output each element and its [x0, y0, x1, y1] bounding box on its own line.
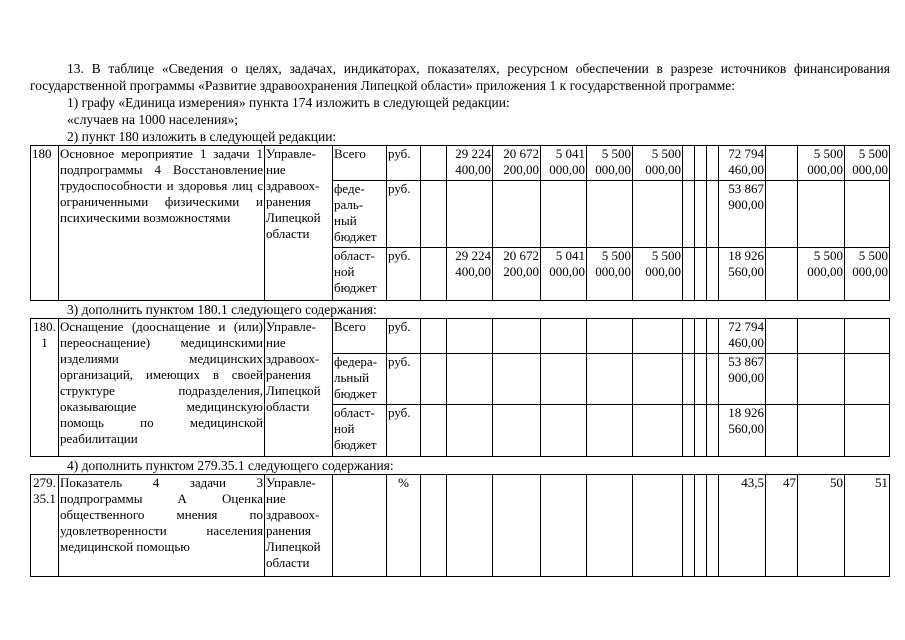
value-cell: 5 500 000,00 [798, 146, 845, 181]
measure-name: Основное мероприятие 1 задачи 1 подпрограммы 4 Восстановление трудоспособности и здоровья лиц с ограниченными физическими и психическими возможностями [59, 146, 265, 301]
value-cell: 20 672 200,00 [493, 146, 541, 181]
value-cell: 5 500 000,00 [587, 248, 633, 301]
source-regional: област-ной бюджет [333, 405, 387, 457]
row-number: 180. 1 [31, 319, 59, 457]
unit: руб. [387, 146, 421, 181]
unit: руб. [387, 319, 421, 354]
unit: % [387, 475, 421, 577]
value-cell: 29 224 400,00 [447, 146, 493, 181]
value-cell: 5 500 000,00 [587, 146, 633, 181]
value-cell: 5 500 000,00 [633, 146, 683, 181]
value-cell: 5 041 000,00 [541, 146, 587, 181]
table-row-279-35-1 [30, 474, 890, 577]
document-page [30, 60, 890, 577]
value-cell: 20 672 200,00 [493, 248, 541, 301]
value-cell: 18 926 560,00 [719, 405, 766, 457]
value-cell: 72 794 460,00 [719, 319, 766, 354]
unit: руб. [387, 405, 421, 457]
value-cell: 5 041 000,00 [541, 248, 587, 301]
item-3: 3) дополнить пунктом 180.1 следующего содержания: [67, 302, 377, 317]
unit: руб. [387, 181, 421, 248]
source-total: Всего [333, 319, 387, 354]
item-1-value: «случаев на 1000 населения»; [67, 112, 238, 127]
value-cell: 53 867 900,00 [719, 181, 766, 248]
value-cell: 29 224 400,00 [447, 248, 493, 301]
measure-name: Оснащение (дооснащение и (или) переоснащение) медицинскими изделиями медицинских организаций, имеющих в своей структуре подразделения, оказывающие медицинскую помощь по медицинской реабилитации [59, 319, 265, 457]
value-cell: 5 500 000,00 [845, 146, 890, 181]
paragraph-13: 13. В таблице «Сведения о целях, задачах, индикаторах, показателях, ресурсном обеспечении в разрезе источников финансирования государственной программы «Развитие здравоохранения Липецкой области» приложения 1 к государственной программе: [30, 61, 890, 93]
executor: Управле-ние здравоох-ранения Липецкой области [265, 475, 333, 577]
value-cell: 51 [845, 475, 890, 577]
source-federal: феде-раль-ный бюджет [333, 181, 387, 248]
value-cell: 5 500 000,00 [633, 248, 683, 301]
unit: руб. [387, 354, 421, 405]
row-number: 180 [31, 146, 59, 301]
table-row-180 [30, 145, 890, 301]
value-cell: 5 500 000,00 [845, 248, 890, 301]
item-4: 4) дополнить пунктом 279.35.1 следующего содержания: [67, 458, 394, 473]
value-cell: 50 [798, 475, 845, 577]
value-cell: 43,5 [719, 475, 766, 577]
source-regional: област-ной бюджет [333, 248, 387, 301]
item-1: 1) графу «Единица измерения» пункта 174 изложить в следующей редакции: [67, 95, 510, 110]
value-cell: 72 794 460,00 [719, 146, 766, 181]
source-total: Всего [333, 146, 387, 181]
item-2: 2) пункт 180 изложить в следующей редакции: [67, 129, 337, 144]
value-cell: 5 500 000,00 [798, 248, 845, 301]
source-federal: федера-льный бюджет [333, 354, 387, 405]
value-cell: 47 [766, 475, 798, 577]
value-cell: 18 926 560,00 [719, 248, 766, 301]
executor: Управле-ние здравоох-ранения Липецкой области [265, 319, 333, 457]
indicator-name: Показатель 4 задачи 3 подпрограммы А Оценка общественного мнения по удовлетворенности населения медицинской помощью [59, 475, 265, 577]
row-number: 279. 35.1 [31, 475, 59, 577]
unit: руб. [387, 248, 421, 301]
table-row-180-1 [30, 318, 890, 457]
executor: Управле-ние здравоох-ранения Липецкой области [265, 146, 333, 301]
value-cell: 53 867 900,00 [719, 354, 766, 405]
